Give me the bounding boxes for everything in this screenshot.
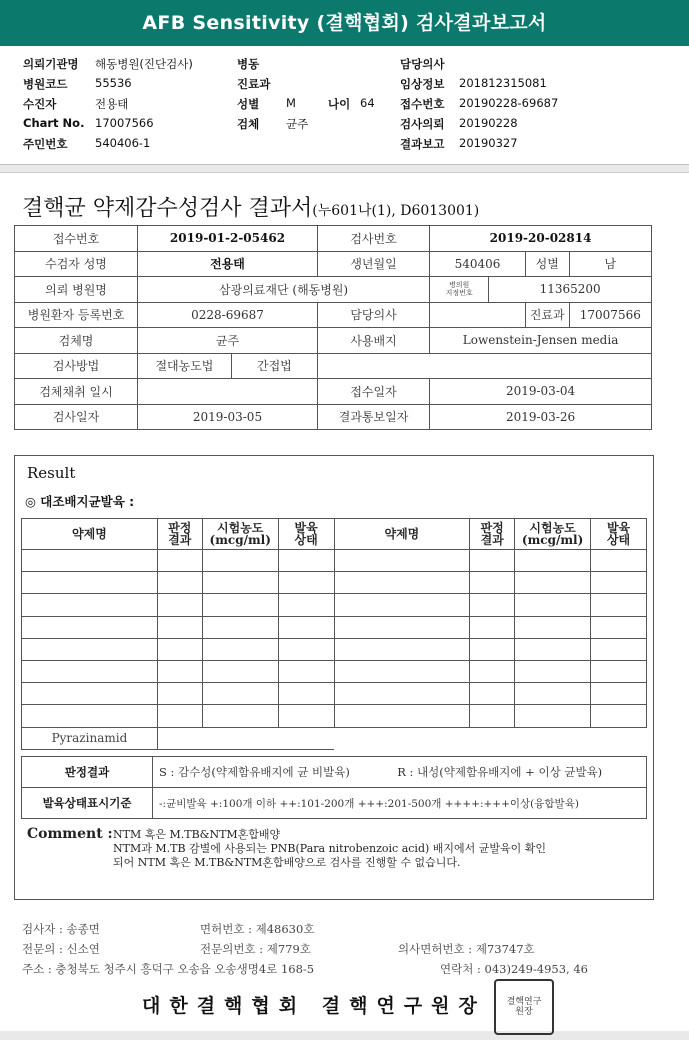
medium-label: 사용배지 [317,328,429,354]
table-row [22,660,647,682]
organization-name: 대한결핵협회 결핵연구원장 [142,995,486,1017]
test-date-value: 2019-03-05 [138,404,318,430]
document-title-code: (누601나(1), D6013001) [312,203,480,219]
patient-info-panel [0,46,689,165]
table-row [22,594,647,616]
doc-sex-value: 남 [569,251,651,277]
report-header [0,0,689,46]
growth-legend-label: 발육상태표시기준 [22,788,153,819]
test-date-label: 검사일자 [15,404,138,430]
chart-value: 17007566 [95,116,154,130]
patient-label: 수검자 성명 [15,251,138,277]
collect-value [138,379,318,405]
result-title: Result [27,464,76,482]
table-row [22,616,647,638]
report-title: AFB Sensitivity (결핵협회) 검사결과보고서 [142,12,547,34]
result-section [14,455,654,900]
receiver-value: 전용태 [95,97,129,111]
table-row [22,550,647,572]
patient-value: 전용태 [138,251,318,277]
hospital-value: 해동병원(진단검사) [95,57,193,71]
judge-header: 판정 결과 [157,519,202,550]
growth-header: 발육 상태 [278,519,334,550]
method-value-1: 절대농도법 [138,353,232,379]
hosp-no-label [430,277,489,303]
receiver-label: 수진자 [23,97,57,111]
rrn-label: 주민번호 [23,137,68,151]
reg-no-label: 접수번호 [15,226,138,252]
comment-line-2: NTM과 M.TB 감별에 사용되는 PNB(Para nitrobenzoic acid) 배지에서 균발육이 확인 [113,842,547,855]
drug-header-2: 약제명 [334,519,470,550]
legend-table [21,756,647,819]
comment-line-1: NTM 혹은 M.TB&NTM혼합배양 [113,828,281,841]
doctor-label: 담당의사 [400,57,445,71]
judge-legend-label: 판정결과 [22,757,153,788]
age-label: 나이 [328,97,351,111]
birth-label: 생년월일 [317,251,429,277]
specialist: 전문의 : 신소연 [22,942,100,956]
collect-label: 검체채취 일시 [15,379,138,405]
document-title-main: 결핵균 약제감수성검사 결과서 [22,196,313,221]
document-title [22,191,479,222]
hosp-no-value: 11365200 [489,277,652,303]
accession-label: 접수번호 [400,97,445,111]
ward-label: 병동 [237,57,260,71]
request-info-table [14,225,652,430]
doc-doctor-label: 담당의사 [317,302,429,328]
table-row [22,705,647,727]
official-seal [494,979,554,1035]
notify-label: 결과통보일자 [317,404,429,430]
comment-label: Comment : [27,826,113,842]
drug-sensitivity-table [21,518,647,750]
method-value-2: 간접법 [231,353,317,379]
chart-label: Chart No. [23,116,85,130]
conc-header: 시험농도 (mcg/ml) [202,519,278,550]
judge-legend-r: R : 내성(약제함유배지에 + 이상 균발육) [391,757,646,788]
patient-reg-value: 0228-69687 [138,302,318,328]
hospital-label: 의뢰기관명 [23,57,79,71]
conc-header-2: 시험농도 (mcg/ml) [515,519,591,550]
reg-no-value: 2019-01-2-05462 [138,226,318,252]
growth-header-2: 발육 상태 [591,519,647,550]
control-growth-label: ◎ 대조배지균발육 : [25,494,135,509]
doc-specimen-value: 균주 [138,328,318,354]
table-row [22,572,647,594]
code-label: 병원코드 [23,77,68,91]
doc-dept-value: 17007566 [569,302,651,328]
hosp-no-label-1: 병의원 [449,281,470,290]
birth-value: 540406 [430,251,526,277]
judge-legend-s: S : 감수성(약제함유배지에 균 비발육) [153,757,392,788]
specimen-value: 균주 [286,117,309,131]
comment-line-3: 되어 NTM 혹은 M.TB&NTM혼합배양으로 검사를 진행할 수 없습니다. [113,856,461,869]
doc-sex-label: 성별 [525,251,569,277]
license-no: 면허번호 : 제48630호 [200,922,315,936]
table-row [22,727,647,749]
received-value: 2019-03-04 [430,379,652,405]
scanned-report [0,172,689,1031]
method-empty [317,353,651,379]
dept-label: 진료과 [237,77,271,91]
rrn-value: 540406-1 [95,136,151,150]
test-no-value: 2019-20-02814 [430,226,652,252]
growth-legend-text: -:균비발육 +:100개 이하 ++:101-200개 +++:201-500개 ++++:+++이상(융합발육) [153,788,647,819]
accession-value: 20190228-69687 [459,96,559,110]
request-label: 검사의뢰 [400,117,445,131]
code-value: 55536 [95,76,132,90]
doctor-license-no: 의사면허번호 : 제73747호 [398,942,535,956]
request-value: 20190228 [459,116,518,130]
notify-value: 2019-03-26 [430,404,652,430]
pyrazinamid-cell: Pyrazinamid [22,727,158,749]
tester: 검사자 : 송종면 [22,922,100,936]
patient-reg-label: 병원환자 등록번호 [15,302,138,328]
report-date-label: 결과보고 [400,137,445,151]
doc-hospital-value: 삼광의료재단 (해동병원) [138,277,430,303]
doc-dept-label: 진료과 [525,302,569,328]
table-row [22,683,647,705]
phone: 연락처 : 043)249-4953, 46 [440,962,588,976]
clinical-label: 임상정보 [400,77,445,91]
test-no-label: 검사번호 [317,226,429,252]
received-label: 접수일자 [317,379,429,405]
sex-value: M [286,96,296,110]
table-row [22,638,647,660]
hosp-no-label-2: 지정번호 [445,289,473,298]
age-value: 64 [360,96,375,110]
method-label: 검사방법 [15,353,138,379]
doc-specimen-label: 검체명 [15,328,138,354]
doc-doctor-value [430,302,526,328]
doc-hospital-label: 의뢰 병원명 [15,277,138,303]
seal-text: 결핵연구원장 [506,997,542,1017]
report-date-value: 20190327 [459,136,518,150]
specialist-no: 전문의번호 : 제779호 [200,942,311,956]
specimen-label: 검체 [237,117,260,131]
medium-value: Lowenstein-Jensen media [430,328,652,354]
clinical-value: 201812315081 [459,76,547,90]
judge-header-2: 판정 결과 [470,519,515,550]
drug-header: 약제명 [22,519,158,550]
address: 주소 : 충청북도 청주시 흥덕구 오송읍 오송생명4로 168-5 [22,962,315,976]
sex-label: 성별 [237,97,260,111]
